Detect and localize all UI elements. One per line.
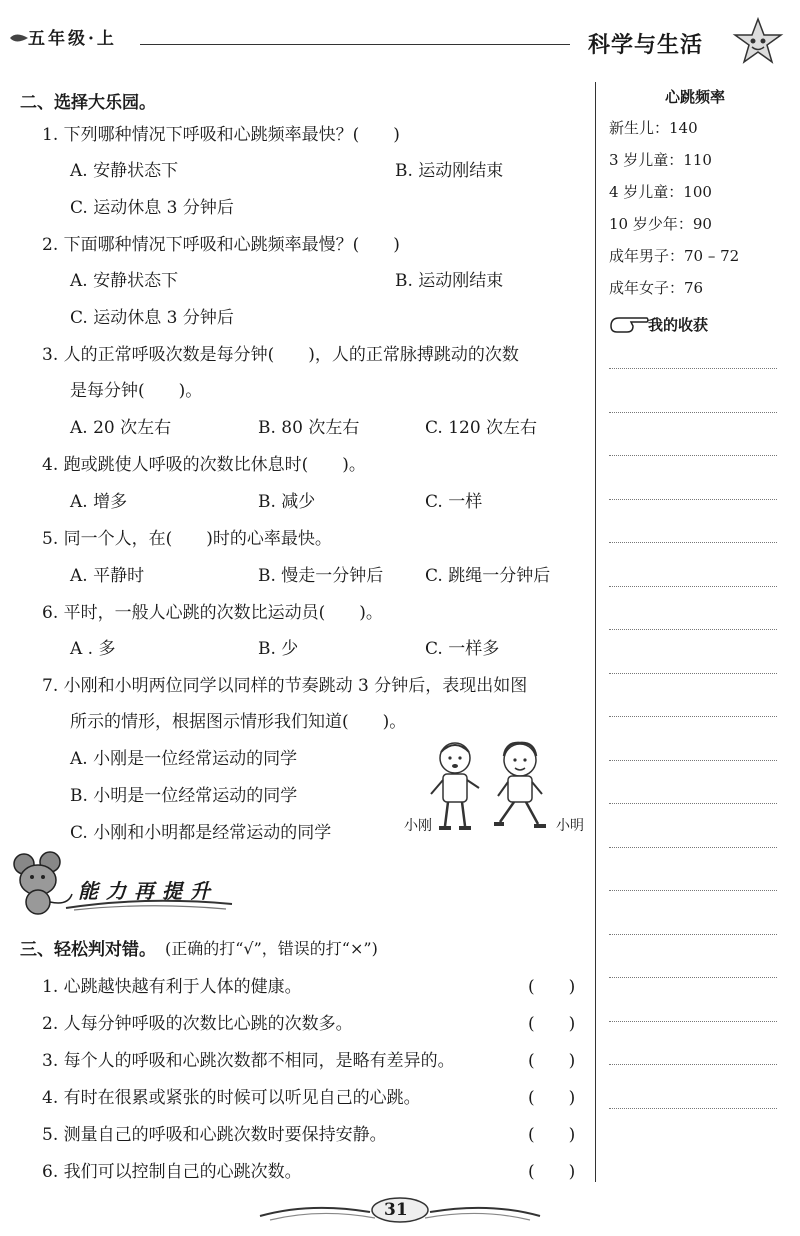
- harvest-writing-line: [609, 1021, 777, 1022]
- harvest-writing-line: [609, 542, 777, 543]
- q6-option-a: A . 多: [70, 639, 116, 659]
- harvest-writing-line: [609, 629, 777, 630]
- tf-answer-3[interactable]: ( ): [528, 1051, 576, 1071]
- tf-answer-5[interactable]: ( ): [528, 1125, 576, 1145]
- harvest-label: 我的收获: [648, 316, 709, 334]
- harvest-writing-line: [609, 368, 777, 369]
- q1-option-c: C. 运动休息 3 分钟后: [70, 198, 234, 218]
- question-1: 1. 下列哪种情况下呼吸和心跳频率最快？( ): [42, 125, 400, 145]
- harvest-writing-line: [609, 934, 777, 935]
- rate-adult-female: 成年女子：76: [609, 279, 704, 297]
- harvest-writing-line: [609, 499, 777, 500]
- section2-title: 二、选择大乐园。: [20, 93, 156, 113]
- star-mascot-icon: [732, 16, 784, 68]
- harvest-writing-line: [609, 412, 777, 413]
- question-5: 5. 同一个人，在( )时的心率最快。: [42, 529, 332, 549]
- question-4: 4. 跑或跳使人呼吸的次数比休息时( )。: [42, 455, 366, 475]
- harvest-writing-line: [609, 1064, 777, 1065]
- harvest-writing-line: [609, 673, 777, 674]
- harvest-writing-line: [609, 586, 777, 587]
- harvest-writing-line: [609, 1108, 777, 1109]
- q4-option-b: B. 减少: [258, 492, 316, 512]
- tf-answer-2[interactable]: ( ): [528, 1014, 576, 1034]
- q3-option-a: A. 20 次左右: [70, 418, 172, 438]
- q5-option-a: A. 平静时: [70, 566, 145, 586]
- rate-age10: 10 岁少年：90: [609, 215, 712, 233]
- harvest-writing-line: [609, 455, 777, 456]
- xiaogang-illustration: [425, 738, 485, 836]
- grade-label: 五年级·上: [28, 29, 117, 49]
- page-number: 31: [384, 1200, 408, 1220]
- sidebar-title: 心跳频率: [665, 88, 726, 106]
- q4-option-a: A. 增多: [70, 492, 128, 512]
- rate-age4: 4 岁儿童：100: [609, 183, 712, 201]
- q1-option-a: A. 安静状态下: [70, 161, 179, 181]
- tf-answer-4[interactable]: ( ): [528, 1088, 576, 1108]
- question-3-line1: 3. 人的正常呼吸次数是每分钟( )，人的正常脉搏跳动的次数: [42, 345, 519, 365]
- series-title: 科学与生活: [588, 32, 704, 58]
- xiaoming-illustration: [490, 738, 552, 836]
- tf-item-4: 4. 有时在很累或紧张的时候可以听见自己的心跳。: [42, 1088, 421, 1108]
- figure-label-xiaogang: 小刚: [404, 818, 432, 834]
- question-3-line2: 是每分钟( )。: [70, 381, 203, 401]
- tf-item-6: 6. 我们可以控制自己的心跳次数。: [42, 1162, 302, 1182]
- rate-newborn: 新生儿：140: [609, 119, 698, 137]
- harvest-writing-line: [609, 847, 777, 848]
- harvest-writing-line: [609, 803, 777, 804]
- pointing-hand-icon: [609, 312, 651, 336]
- tf-item-2: 2. 人每分钟呼吸的次数比心跳的次数多。: [42, 1014, 353, 1034]
- question-7-line1: 7. 小刚和小明两位同学以同样的节奏跳动 3 分钟后，表现出如图: [42, 676, 528, 696]
- q1-option-b: B. 运动刚结束: [395, 161, 504, 181]
- q7-option-c: C. 小刚和小明都是经常运动的同学: [70, 823, 332, 843]
- section3-title: 三、轻松判对错。: [20, 940, 156, 960]
- header-ornament-icon: [8, 30, 30, 46]
- q6-option-c: C. 一样多: [425, 639, 500, 659]
- q3-option-b: B. 80 次左右: [258, 418, 360, 438]
- q7-option-b: B. 小明是一位经常运动的同学: [70, 786, 298, 806]
- tf-answer-1[interactable]: ( ): [528, 977, 576, 997]
- q6-option-b: B. 少: [258, 639, 299, 659]
- question-6: 6. 平时，一般人心跳的次数比运动员( )。: [42, 603, 383, 623]
- sidebar-divider: [595, 82, 596, 1182]
- figure-label-xiaoming: 小明: [556, 818, 584, 834]
- tf-item-1: 1. 心跳越快越有利于人体的健康。: [42, 977, 302, 997]
- harvest-writing-line: [609, 716, 777, 717]
- tf-item-3: 3. 每个人的呼吸和心跳次数都不相同，是略有差异的。: [42, 1051, 455, 1071]
- harvest-writing-line: [609, 760, 777, 761]
- tf-answer-6[interactable]: ( ): [528, 1162, 576, 1182]
- q7-option-a: A. 小刚是一位经常运动的同学: [70, 749, 298, 769]
- q2-option-b: B. 运动刚结束: [395, 271, 504, 291]
- q3-option-c: C. 120 次左右: [425, 418, 538, 438]
- q2-option-c: C. 运动休息 3 分钟后: [70, 308, 234, 328]
- question-2: 2. 下面哪种情况下呼吸和心跳频率最慢？( ): [42, 235, 400, 255]
- banner-title: 能力再提升: [78, 879, 218, 903]
- header-rule: [140, 44, 570, 45]
- section3-note: (正确的打“√”，错误的打“×”): [165, 939, 378, 958]
- rate-adult-male: 成年男子：70 – 72: [609, 247, 740, 265]
- q4-option-c: C. 一样: [425, 492, 483, 512]
- tf-item-5: 5. 测量自己的呼吸和心跳次数时要保持安静。: [42, 1125, 387, 1145]
- question-7-line2: 所示的情形，根据图示情形我们知道( )。: [70, 712, 407, 732]
- q5-option-c: C. 跳绳一分钟后: [425, 566, 551, 586]
- q5-option-b: B. 慢走一分钟后: [258, 566, 384, 586]
- harvest-writing-line: [609, 890, 777, 891]
- harvest-writing-line: [609, 977, 777, 978]
- rate-age3: 3 岁儿童：110: [609, 151, 712, 169]
- q2-option-a: A. 安静状态下: [70, 271, 179, 291]
